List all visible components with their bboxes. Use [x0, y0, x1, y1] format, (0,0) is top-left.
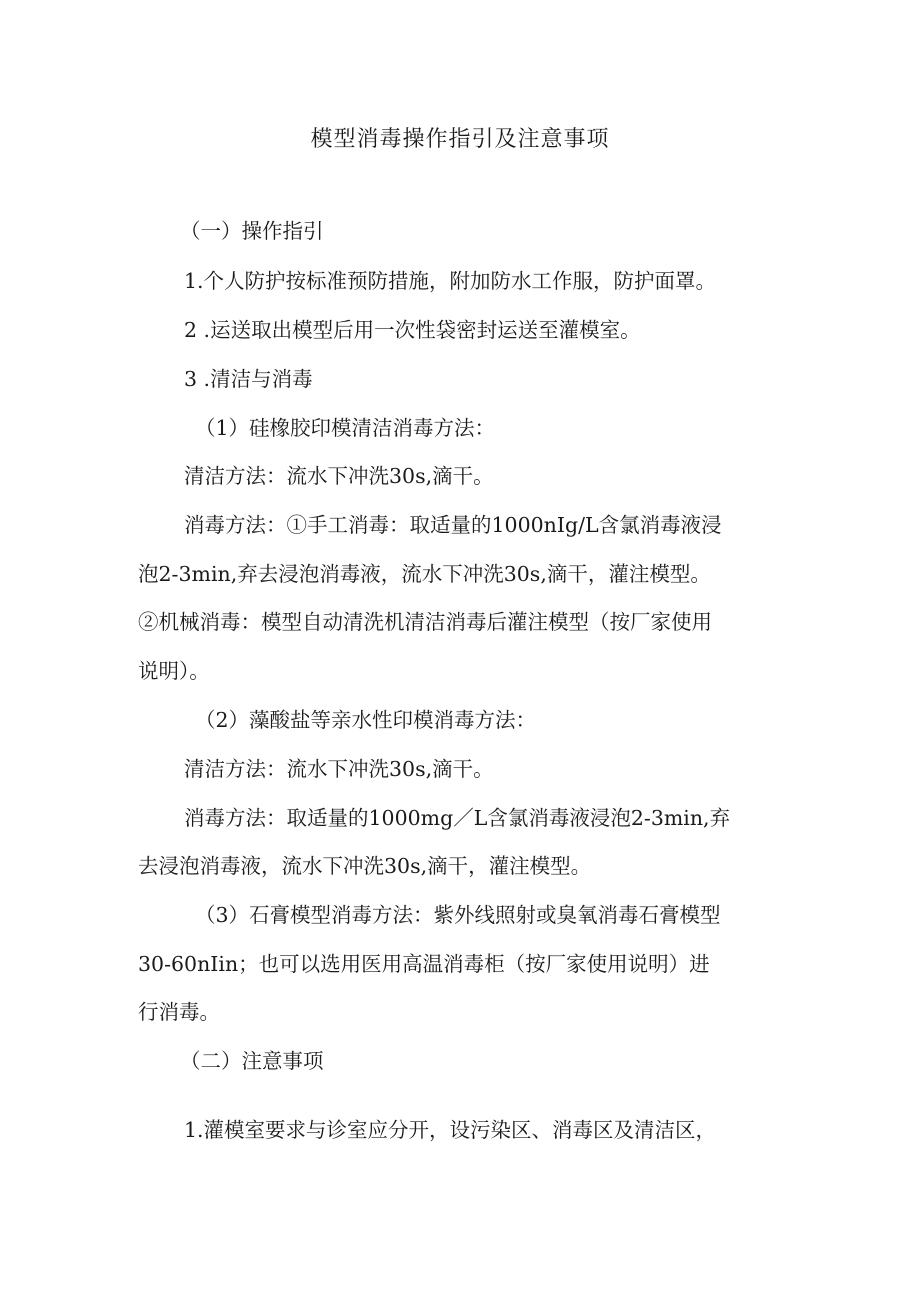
subheading-line: （2）藻酸盐等亲水性印模消毒方法： [195, 708, 537, 732]
paragraph-line: 3 .清洁与消毒 [184, 367, 313, 391]
paragraph-line: 泡2-3min,弃去浸泡消毒液，流水下冲洗30s,滴干，灌注模型。 [138, 562, 711, 586]
paragraph-line: 说明）。 [138, 659, 210, 683]
paragraph-line: 行消毒。 [138, 1000, 220, 1024]
paragraph-line: 去浸泡消毒液，流水下冲洗30s,滴干，灌注模型。 [138, 854, 592, 878]
page-title: 模型消毒操作指引及注意事项 [310, 127, 610, 152]
paragraph-line: 消毒方法：①手工消毒：取适量的1000nIg/L含氯消毒液浸 [184, 513, 722, 537]
section-heading-precautions: （二）注意事项 [180, 1049, 324, 1073]
paragraph-line: 2 .运送取出模型后用一次性袋密封运送至灌模室。 [184, 318, 641, 342]
paragraph-line: 消毒方法：取适量的1000mg／L含氯消毒液浸泡2-3min,弃 [184, 806, 731, 830]
paragraph-line: ②机械消毒：模型自动清洗机清洁消毒后灌注模型（按厂家使用 [138, 610, 712, 634]
section-heading-operation-guide: （一）操作指引 [180, 219, 324, 243]
paragraph-line: 1.灌模室要求与诊室应分开，设污染区、消毒区及清洁区， [184, 1118, 717, 1142]
subheading-line: （3）石膏模型消毒方法：紫外线照射或臭氧消毒石膏模型 [195, 903, 721, 927]
paragraph-line: 30-60nIin；也可以选用医用高温消毒柜（按厂家使用说明）进 [138, 952, 710, 976]
paragraph-line: 清洁方法：流水下冲洗30s,滴干。 [184, 464, 494, 488]
subheading-line: （1）硅橡胶印模清洁消毒方法： [195, 416, 496, 440]
paragraph-line: 1.个人防护按标准预防措施，附加防水工作服，防护面罩。 [184, 269, 717, 293]
paragraph-line: 清洁方法：流水下冲洗30s,滴干。 [184, 757, 494, 781]
